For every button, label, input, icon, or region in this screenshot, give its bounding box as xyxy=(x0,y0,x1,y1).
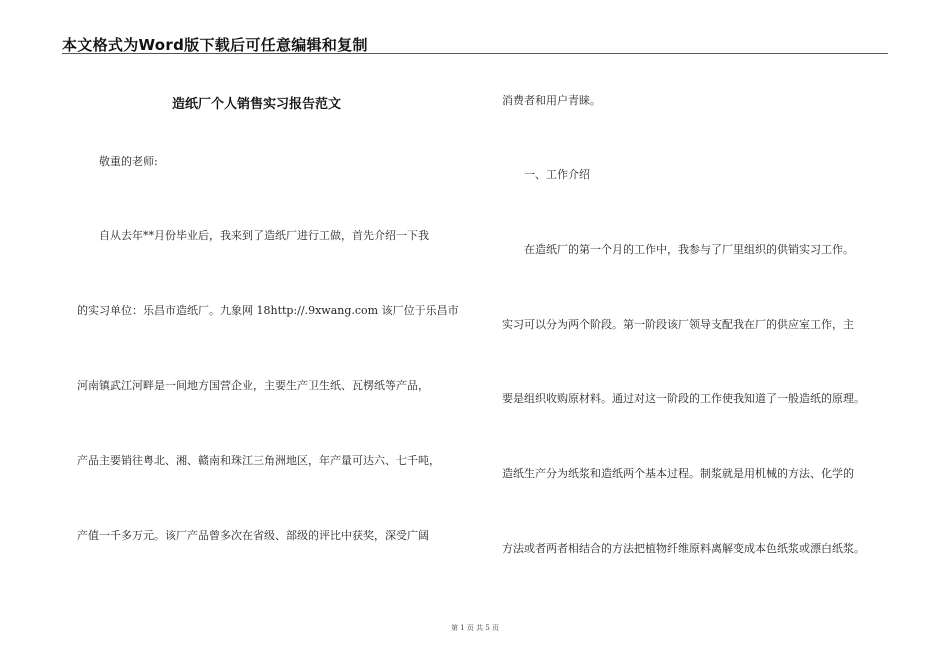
paragraph-line: 在造纸厂的第一个月的工作中，我参与了厂里组织的供销实习工作。 xyxy=(524,243,854,256)
paragraph-line: 消费者和用户青睐。 xyxy=(502,94,601,107)
paragraph-line: 产值一千多万元。该厂产品曾多次在省级、部级的评比中获奖，深受广阔 xyxy=(77,529,429,542)
page-number: 第 1 页 共 5 页 xyxy=(450,624,500,632)
paragraph-line: 产品主要销往粤北、湘、赣南和珠江三角洲地区，年产量可达六、七千吨， xyxy=(77,454,440,467)
paragraph-line: 实习可以分为两个阶段。第一阶段该厂领导支配我在厂的供应室工作，主 xyxy=(502,318,854,331)
paragraph-line: 自从去年**月份毕业后，我来到了造纸厂进行工做，首先介绍一下我 xyxy=(99,229,429,242)
section-heading: 一、工作介绍 xyxy=(524,168,590,181)
document-banner: 本文格式为Word版下载后可任意编辑和复制 xyxy=(62,36,368,54)
paragraph-line: 方法或者两者相结合的方法把植物纤维原料离解变成本色纸浆或漂白纸浆。 xyxy=(502,542,865,555)
paragraph-line: 敬重的老师: xyxy=(99,155,158,168)
header-divider xyxy=(62,53,888,54)
document-title: 造纸厂个人销售实习报告范文 xyxy=(172,97,342,112)
paragraph-line: 河南镇武江河畔是一间地方国营企业，主要生产卫生纸、瓦楞纸等产品， xyxy=(77,379,429,392)
paragraph-line: 要是组织收购原材料。通过对这一阶段的工作使我知道了一般造纸的原理。 xyxy=(502,392,865,405)
paragraph-line: 造纸生产分为纸浆和造纸两个基本过程。制浆就是用机械的方法、化学的 xyxy=(502,467,854,480)
paragraph-line: 的实习单位：乐昌市造纸厂。九象网 18http://.9xwang.com 该厂位于乐昌市 xyxy=(77,304,459,317)
